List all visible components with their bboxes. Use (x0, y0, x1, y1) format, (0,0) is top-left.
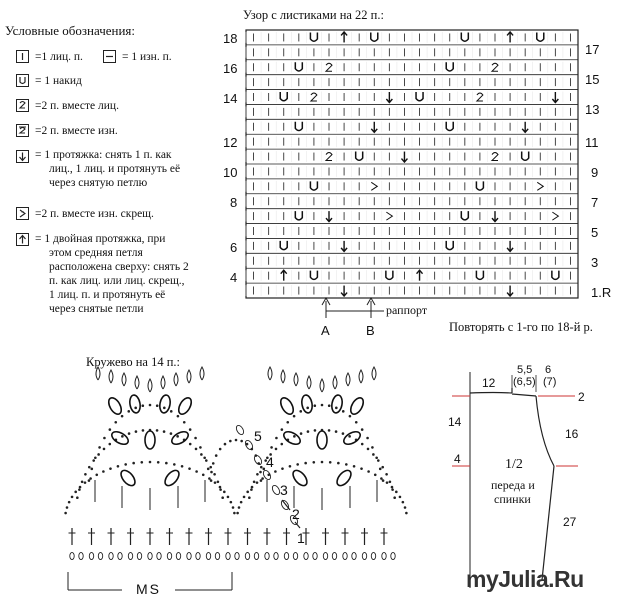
legend-p2tog-text: =2 п. вместе изн. (35, 125, 118, 137)
lace-title: Кружево на 14 п.: (86, 355, 180, 369)
legend-cdd-line1: = 1 двойная протяжка, при (35, 233, 166, 245)
chart-title: Узор с листиками на 22 п.: (243, 8, 384, 22)
lace-row-1: 1 (297, 530, 305, 546)
repeat-label: раппорт (386, 303, 428, 317)
neck-line (470, 393, 512, 394)
marker-b-label: B (366, 323, 375, 338)
legend-p2togtbl-text: =2 п. вместе изн. скрещ. (35, 208, 154, 220)
legend-title: Условные обозначения: (5, 23, 136, 38)
legend-cdd-line4: п. как лиц. или лиц. скрещ., (49, 275, 185, 287)
row-number-15: 15 (585, 72, 600, 87)
armhole-line (536, 396, 554, 466)
legend-cdd-line5: 1 лиц. п. и протянуть её (49, 289, 166, 301)
watermark-logo: myJulia.Ru (466, 566, 584, 592)
width-12: 12 (482, 376, 496, 390)
marker-a-label: A (321, 323, 330, 338)
row-number-10: 10 (223, 165, 238, 180)
lace-row-4: 4 (266, 454, 274, 470)
row-number-3: 3 (591, 255, 599, 270)
legend-cdd-line2: этом средняя петля (49, 247, 143, 259)
width-6-5: (6,5) (513, 376, 536, 388)
lace-row-5: 5 (254, 428, 262, 444)
row-number-4: 4 (230, 270, 238, 285)
row-number-9: 9 (591, 165, 599, 180)
row-number-6: 6 (230, 240, 238, 255)
piece-label-line2: спинки (494, 492, 531, 506)
legend-purl-text: = 1 изн. п. (122, 51, 172, 63)
lace-row-3: 3 (280, 482, 288, 498)
shoulder-line (512, 394, 536, 396)
legend-cdd-line6: через снятые петли (49, 303, 144, 315)
row-number-14: 14 (223, 91, 238, 106)
row-number-12: 12 (223, 135, 238, 150)
width-7: (7) (543, 376, 557, 388)
legend-yo-text: = 1 накид (35, 75, 82, 87)
row-number-13: 13 (585, 102, 600, 117)
legend-ssk-line2: лиц., 1 лиц. и протянуть её (49, 163, 181, 175)
row-number-7: 7 (591, 195, 599, 210)
row-number-17: 17 (585, 42, 600, 57)
piece-fraction: 1/2 (505, 457, 523, 472)
row-number-16: 16 (223, 61, 238, 76)
legend-ssk-line3: через снятую петлю (49, 177, 148, 189)
neck-4: 4 (454, 452, 461, 466)
lace-row-2: 2 (292, 506, 300, 522)
row-number-1r: 1.R (591, 285, 612, 300)
row-number-11: 11 (585, 135, 599, 150)
height-16: 16 (565, 427, 579, 441)
legend-k2tog-text: =2 п. вместе лиц. (35, 100, 119, 112)
width-6: 6 (545, 364, 552, 376)
width-5-5: 5,5 (517, 364, 533, 376)
row-number-5: 5 (591, 225, 599, 240)
side-line (542, 466, 554, 580)
piece-label-line1: переда и (491, 478, 535, 492)
row-number-18: 18 (223, 31, 238, 46)
legend-ssk-line1: = 1 протяжка: снять 1 п. как (35, 149, 172, 161)
legend-knit-text: =1 лиц. п. (35, 51, 83, 63)
height-2: 2 (578, 390, 585, 404)
ms-label: MS (136, 581, 161, 597)
legend-cdd-line3: расположена сверху: снять 2 (49, 261, 189, 273)
row-number-8: 8 (230, 195, 238, 210)
repeat-note: Повторять с 1-го по 18-й р. (449, 320, 593, 334)
height-27: 27 (563, 515, 577, 529)
neck-14: 14 (448, 415, 462, 429)
